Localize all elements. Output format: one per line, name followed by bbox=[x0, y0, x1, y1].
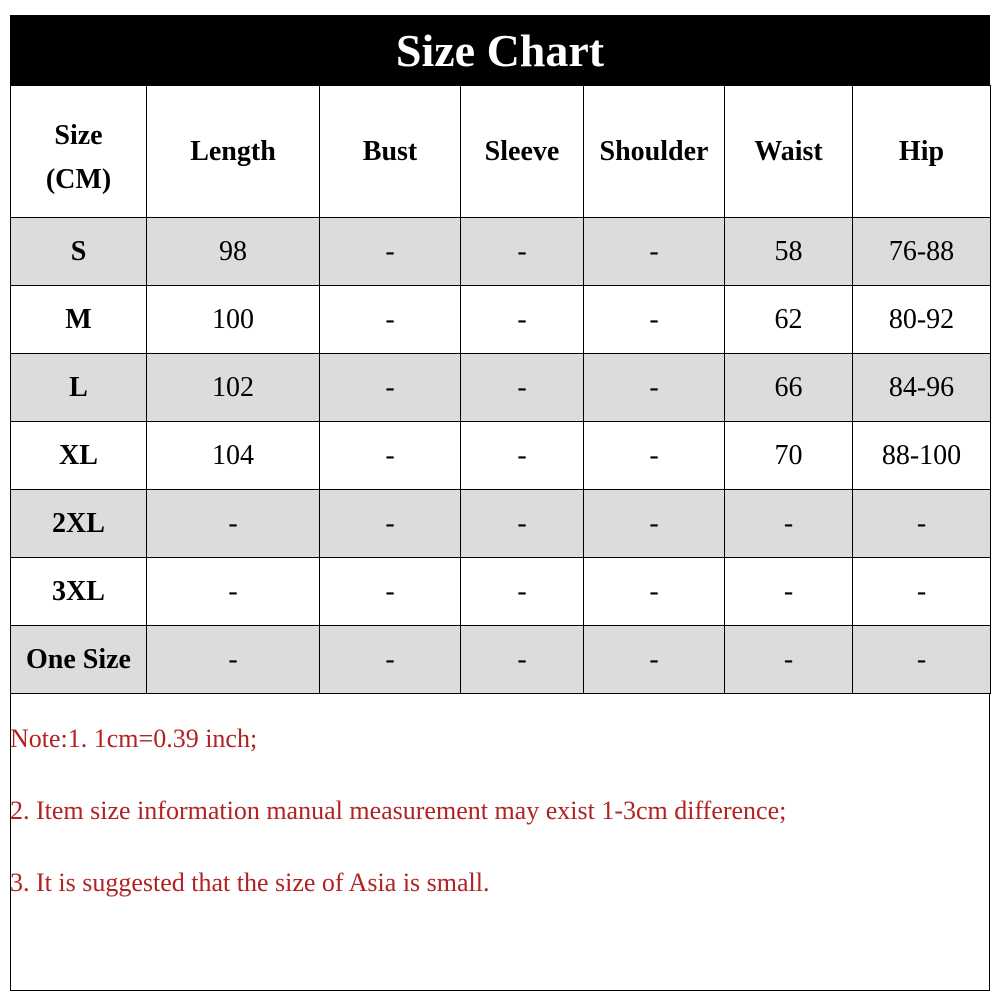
table-cell: - bbox=[461, 218, 584, 286]
table-row bbox=[11, 626, 991, 694]
table-cell: - bbox=[461, 422, 584, 490]
table-row bbox=[11, 218, 991, 286]
table-cell: - bbox=[725, 626, 853, 694]
table-header-row bbox=[11, 86, 991, 218]
table-cell: - bbox=[320, 354, 461, 422]
table-cell: - bbox=[584, 558, 725, 626]
table-cell: - bbox=[584, 286, 725, 354]
table-cell: 62 bbox=[725, 286, 853, 354]
size-header-line1: Size bbox=[54, 119, 103, 151]
table-cell: 98 bbox=[147, 218, 320, 286]
table-cell: - bbox=[320, 286, 461, 354]
page-title: Size Chart bbox=[395, 24, 605, 76]
table-cell: - bbox=[725, 558, 853, 626]
table-cell: - bbox=[853, 490, 991, 558]
table-cell: - bbox=[320, 218, 461, 286]
size-table bbox=[10, 85, 991, 694]
table-cell: 58 bbox=[725, 218, 853, 286]
table-cell: - bbox=[584, 626, 725, 694]
table-cell: - bbox=[147, 626, 320, 694]
note-line: Note:1. 1cm=0.39 inch; bbox=[10, 724, 258, 753]
column-header-size bbox=[11, 86, 147, 218]
column-header-length: Length bbox=[147, 86, 320, 218]
column-header-bust: Bust bbox=[320, 86, 461, 218]
table-cell: - bbox=[584, 218, 725, 286]
table-cell: - bbox=[584, 490, 725, 558]
table-row bbox=[11, 286, 991, 354]
table-cell: - bbox=[461, 626, 584, 694]
size-cell: XL bbox=[11, 422, 147, 490]
table-cell: 66 bbox=[725, 354, 853, 422]
column-header-hip: Hip bbox=[853, 86, 991, 218]
table-cell: - bbox=[147, 558, 320, 626]
size-header-line2: (CM) bbox=[45, 163, 112, 195]
title-bar bbox=[10, 15, 990, 85]
table-cell: 80-92 bbox=[853, 286, 991, 354]
table-cell: - bbox=[147, 490, 320, 558]
note-line: 2. Item size information manual measurement may exist 1-3cm difference; bbox=[10, 796, 787, 825]
table-cell: - bbox=[461, 354, 584, 422]
table-cell: - bbox=[320, 422, 461, 490]
table-cell: 102 bbox=[147, 354, 320, 422]
table-cell: - bbox=[725, 490, 853, 558]
note-line: 3. It is suggested that the size of Asia is small. bbox=[10, 868, 490, 897]
table-row bbox=[11, 354, 991, 422]
table-cell: 70 bbox=[725, 422, 853, 490]
table-cell: - bbox=[853, 558, 991, 626]
size-cell: S bbox=[11, 218, 147, 286]
table-row bbox=[11, 490, 991, 558]
table-row bbox=[11, 422, 991, 490]
notes-section bbox=[10, 722, 980, 938]
table-row bbox=[11, 558, 991, 626]
size-cell: 2XL bbox=[11, 490, 147, 558]
table-cell: - bbox=[853, 626, 991, 694]
column-header-sleeve: Sleeve bbox=[461, 86, 584, 218]
table-cell: - bbox=[461, 490, 584, 558]
table-cell: - bbox=[461, 286, 584, 354]
table-cell: - bbox=[320, 490, 461, 558]
size-cell: 3XL bbox=[11, 558, 147, 626]
table-cell: 104 bbox=[147, 422, 320, 490]
column-header-shoulder: Shoulder bbox=[584, 86, 725, 218]
size-cell: One Size bbox=[11, 626, 147, 694]
size-cell: M bbox=[11, 286, 147, 354]
table-cell: 100 bbox=[147, 286, 320, 354]
table-cell: - bbox=[584, 354, 725, 422]
table-cell: - bbox=[461, 558, 584, 626]
table-cell: 84-96 bbox=[853, 354, 991, 422]
table-cell: 88-100 bbox=[853, 422, 991, 490]
table-cell: 76-88 bbox=[853, 218, 991, 286]
size-cell: L bbox=[11, 354, 147, 422]
column-header-waist: Waist bbox=[725, 86, 853, 218]
table-cell: - bbox=[320, 626, 461, 694]
table-cell: - bbox=[584, 422, 725, 490]
table-cell: - bbox=[320, 558, 461, 626]
